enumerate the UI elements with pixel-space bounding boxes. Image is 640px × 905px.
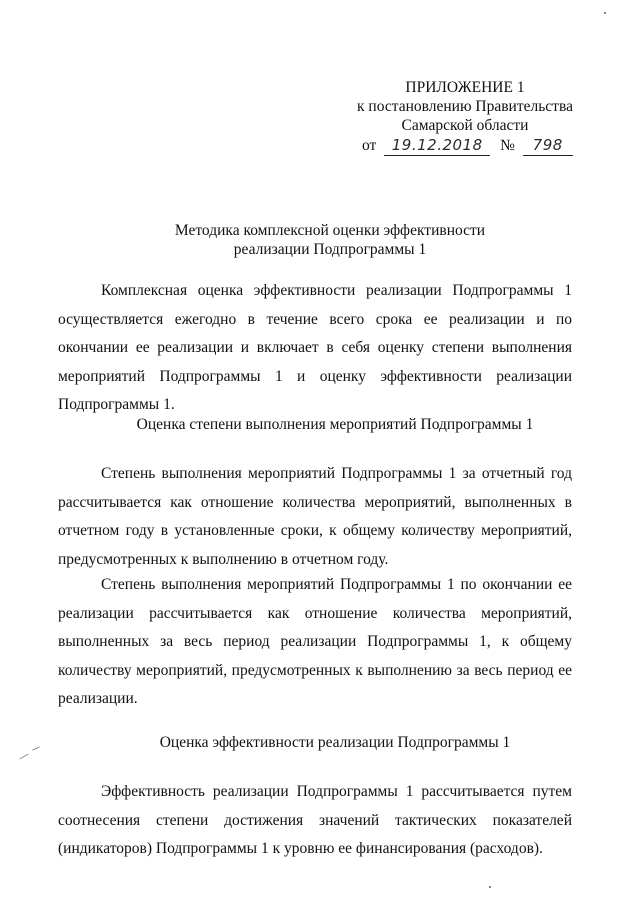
intro-paragraph: Комплексная оценка эффективности реализации Подпрограммы 1 осуществляется ежегодно в течение всего срока ее реализации и по окончании ее реализации и включает в себя оценку степени выполнения мероприятий Подпрограммы 1 и оценку эффективности реализации Подпрограммы 1. [58, 282, 572, 413]
scan-mark-left-1 [19, 754, 28, 760]
appendix-date-number-line [340, 136, 590, 156]
appendix-resolution-line: к постановлению Правительства [357, 98, 573, 115]
appendix-region-line: Самарской области [401, 117, 529, 134]
section1-heading: Оценка степени выполнения мероприятий Подпрограммы 1 [136, 416, 534, 433]
number-prefix: № [500, 137, 515, 154]
section1-paragraph1: Степень выполнения мероприятий Подпрограммы 1 за отчетный год рассчитывается как отношение количества мероприятий, выполненных в отчетном году в установленные сроки, к общему количеству мероприятий, предусмотренных к выполнению в отчетном году. [58, 465, 572, 568]
handwritten-number: 798 [523, 136, 573, 156]
handwritten-date: 19.12.2018 [384, 136, 490, 156]
section2-heading: Оценка эффективности реализации Подпрограммы 1 [159, 734, 511, 751]
appendix-title: ПРИЛОЖЕНИЕ 1 [405, 79, 525, 96]
section1-paragraph2: Степень выполнения мероприятий Подпрограммы 1 по окончании ее реализации рассчитывается как отношение количества мероприятий, выполненных за весь период реализации Подпрограммы 1, к общему количеству мероприятий, предусмотренных к выполнению за весь период ее реализации. [58, 576, 572, 707]
section2-paragraph1: Эффективность реализации Подпрограммы 1 рассчитывается путем соотнесения степени достижения значений тактических показателей (индикаторов) Подпрограммы 1 к уровню ее финансирования (расходов). [58, 783, 572, 857]
scan-mark-bottom [489, 886, 491, 888]
scan-mark-left-2 [32, 746, 40, 750]
document-title-line2: реализации Подпрограммы 1 [233, 241, 427, 258]
document-title [90, 221, 570, 259]
document-title-line1: Методика комплексной оценки эффективности [174, 222, 486, 239]
date-prefix: от [362, 137, 377, 154]
appendix-header [340, 78, 590, 156]
scan-mark-top-right [604, 12, 606, 14]
